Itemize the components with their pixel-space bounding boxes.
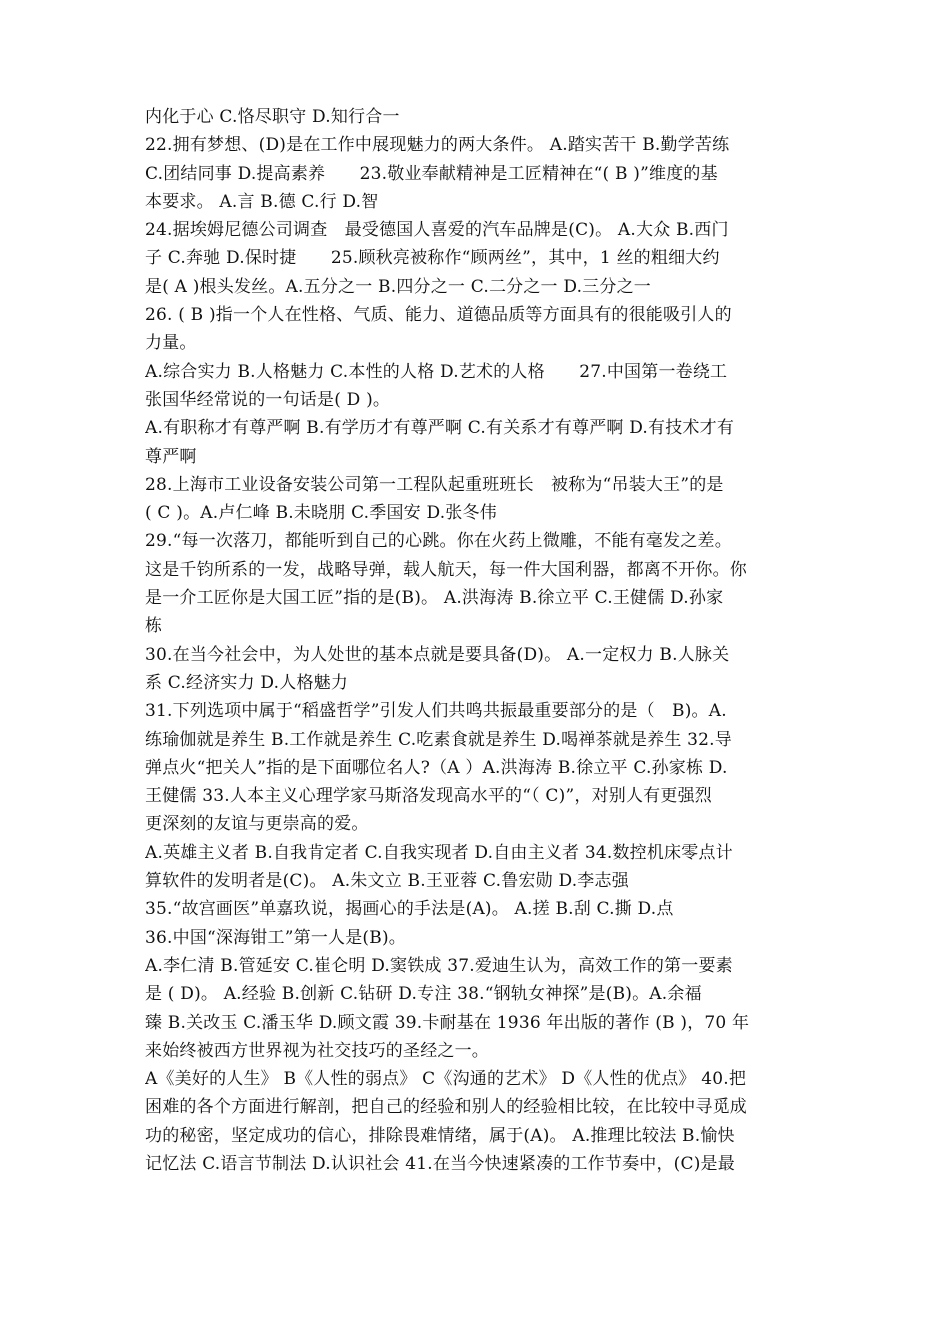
text-line: 臻 B.关改玉 C.潘玉华 D.顾文霞 39.卡耐基在 1936 年出版的著作 (B )，70 年: [145, 1012, 750, 1033]
text-line: 26. ( B )指一个人在性格、气质、能力、道德品质等方面具有的很能吸引人的: [145, 305, 732, 326]
text-line: 是一介工匠你是大国工匠”指的是(B)。 A.洪海涛 B.徐立平 C.王健儒 D.孙家: [145, 588, 724, 609]
text-line: A.李仁清 B.管延安 C.崔仑明 D.窦铁成 37.爱迪生认为，高效工作的第一要素: [145, 955, 733, 976]
text-line: 本要求。 A.言 B.德 C.行 D.智: [145, 191, 379, 212]
text-line: 栋: [145, 616, 163, 637]
text-line: 22.拥有梦想、(D)是在工作中展现魅力的两大条件。 A.踏实苦干 B.勤学苦练: [145, 135, 730, 156]
text-line: A.综合实力 B.人格魅力 C.本性的人格 D.艺术的人格 27.中国第一卷绕工: [145, 361, 728, 382]
text-line: 尊严啊: [145, 446, 197, 467]
text-line: C.团结同事 D.提高素养 23.敬业奉献精神是工匠精神在“( B )”维度的基: [145, 163, 718, 184]
text-line: 练瑜伽就是养生 B.工作就是养生 C.吃素食就是养生 D.喝禅茶就是养生 32.导: [145, 729, 732, 750]
text-line: 这是千钧所系的一发，战略导弹，载人航天，每一件大国利器，都离不开你。你: [145, 559, 747, 580]
text-line: 31.下列选项中属于“稻盛哲学”引发人们共鸣共振最重要部分的是（ B)。A.: [145, 701, 727, 722]
text-line: 36.中国“深海钳工”第一人是(B)。: [145, 927, 406, 948]
text-line: 24.据埃姆尼德公司调查 最受德国人喜爱的汽车品牌是(C)。 A.大众 B.西门: [145, 220, 729, 241]
text-line: 张国华经常说的一句话是( D )。: [145, 389, 391, 410]
text-line: 王健儒 33.人本主义心理学家马斯洛发现高水平的“（ C)”，对别人有更强烈: [145, 786, 712, 807]
text-line: 记忆法 C.语言节制法 D.认识社会 41.在当今快速紧凑的工作节奏中，(C)是最: [145, 1153, 735, 1174]
text-line: 内化于心 C.恪尽职守 D.知行合一: [145, 107, 400, 127]
text-line: 功的秘密，坚定成功的信心，排除畏难情绪，属于(A)。 A.推理比较法 B.愉快: [145, 1125, 735, 1146]
text-line: 29.“每一次落刀，都能听到自己的心跳。你在火药上微雕，不能有毫发之差。: [145, 531, 732, 552]
text-line: 弹点火“把关人”指的是下面哪位名人?（A ）A.洪海涛 B.徐立平 C.孙家栋 D.: [145, 757, 728, 778]
text-line: 是( A )根头发丝。A.五分之一 B.四分之一 C.二分之一 D.三分之一: [145, 276, 651, 297]
text-line: A.英雄主义者 B.自我肯定者 C.自我实现者 D.自由主义者 34.数控机床零点计: [145, 842, 733, 863]
text-line: 30.在当今社会中，为人处世的基本点就是要具备(D)。 A.一定权力 B.人脉关: [145, 644, 730, 665]
text-line: 28.上海市工业设备安装公司第一工程队起重班班长 被称为“吊装大王”的是: [145, 474, 724, 495]
text-line: 力量。: [145, 333, 197, 354]
text-line: 困难的各个方面进行解剖，把自己的经验和别人的经验相比较，在比较中寻觅成: [145, 1097, 747, 1118]
text-line: 35.“故宫画医”单嘉玖说，揭画心的手法是(A)。 A.搓 B.刮 C.撕 D.点: [145, 899, 674, 920]
text-line: A《美好的人生》 B《人性的弱点》 C《沟通的艺术》 D《人性的优点》 40.把: [145, 1069, 747, 1090]
text-line: A.有职称才有尊严啊 B.有学历才有尊严啊 C.有关系才有尊严啊 D.有技术才有: [145, 418, 735, 439]
text-line: 子 C.奔驰 D.保时捷 25.顾秋亮被称作“顾两丝”，其中，1 丝的粗细大约: [145, 248, 720, 269]
text-line: ( C )。A.卢仁峰 B.未晓朋 C.季国安 D.张冬伟: [145, 503, 497, 524]
document-body: [145, 103, 813, 1178]
text-line: 算软件的发明者是(C)。 A.朱文立 B.王亚蓉 C.鲁宏勋 D.李志强: [145, 871, 629, 892]
text-line: 是 ( D)。 A.经验 B.创新 C.钻研 D.专注 38.“钢轨女神探”是(B)。A.余福: [145, 984, 702, 1005]
text-line: 来始终被西方世界视为社交技巧的圣经之一。: [145, 1040, 489, 1061]
text-line: 系 C.经济实力 D.人格魅力: [145, 672, 349, 693]
text-line: 更深刻的友谊与更崇高的爱。: [145, 814, 369, 835]
